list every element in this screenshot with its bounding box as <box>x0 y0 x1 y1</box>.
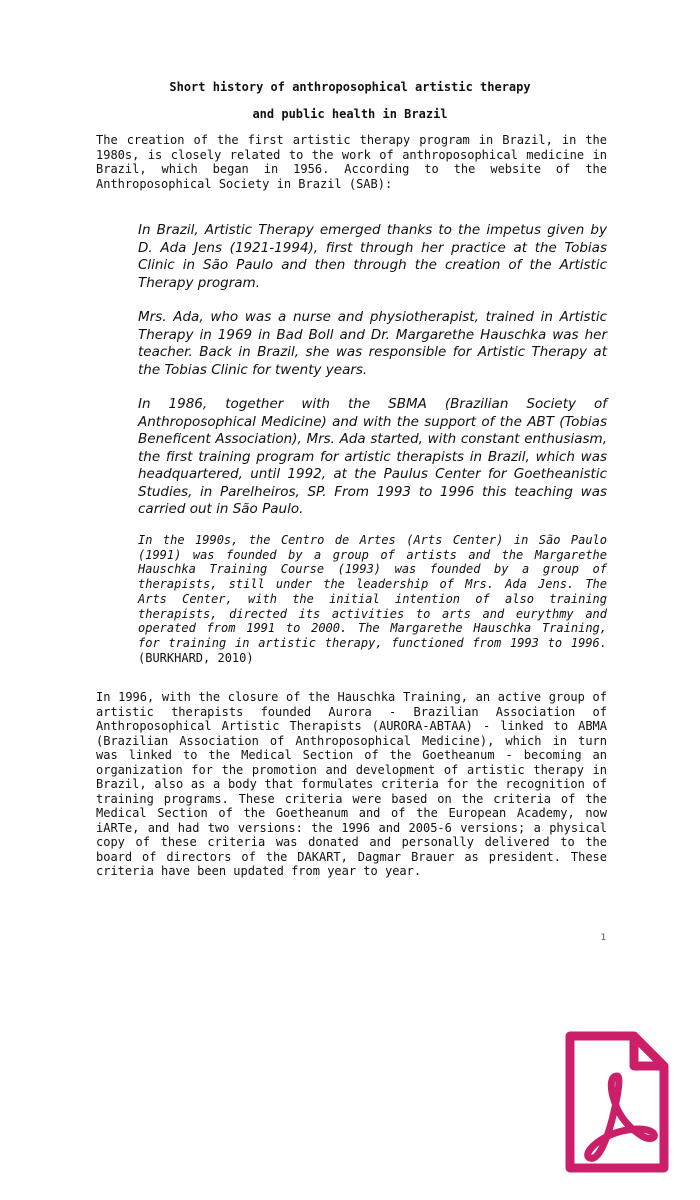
page-number: 1 <box>600 933 606 943</box>
pdf-file-icon[interactable] <box>560 1030 672 1176</box>
document-title-line-1: Short history of anthroposophical artistic therapy <box>169 80 531 94</box>
quote-paragraph-4: In the 1990s, the Centro de Artes (Arts Center) in São Paulo (1991) was founded by a group of artists and the Margarethe Hauschka Training Course (1993) was founded by a group of therapists, still under the leadership of Mrs. Ada Jens. The Arts Center, with the initial intention of also training therapists, directed its activities to arts and eurythmy and operated from 1991 to 2000. The Margarethe Hauschka Training, for training in artistic therapy, functioned from 1993 to 1996. <box>138 533 607 650</box>
intro-paragraph: The creation of the first artistic therapy program in Brazil, in the 1980s, is closely related to the work of anthroposophical medicine in Brazil, which began in 1956. According to the website of the Anthroposophical Society in Brazil (SAB): <box>96 133 607 191</box>
document-title-line-2: and public health in Brazil <box>252 107 448 121</box>
closing-paragraph: In 1996, with the closure of the Hauschka Training, an active group of artistic therapists founded Aurora - Brazilian Association of Anthroposophical Artistic Therapists (AURORA-ABTAA) - linked to ABMA (Brazilian Association of Anthroposophical Medicine), which in turn was linked to the Medical Section of the Goetheanum - becoming an organization for the promotion and development of artistic therapy in Brazil, also as a body that formulates criteria for the recognition of training programs. These criteria were based on the criteria of the Medical Section of the Goetheanum and of the European Academy, now iARTe, and had two versions: the 1996 and 2005-6 versions; a physical copy of these criteria was donated and personally delivered to the board of directors of the DAKART, Dagmar Brauer as president. These criteria have been updated from year to year. <box>96 690 607 878</box>
quote-paragraph-2: Mrs. Ada, who was a nurse and physiotherapist, trained in Artistic Therapy in 1969 in Bad Boll and Dr. Margarethe Hauschka was her teacher. Back in Brazil, she was responsible for Artistic Therapy at the Tobias Clinic for twenty years. <box>138 309 607 378</box>
quote-paragraph-3: In 1986, together with the SBMA (Brazilian Society of Anthroposophical Medicine) and with the support of the ABT (Tobias Beneficent Association), Mrs. Ada started, with constant enthusiasm, the first training program for artistic therapists in Brazil, which was headquartered, until 1992, at the Paulus Center for Goetheanistic Studies, in Parelheiros, SP. From 1993 to 1996 this teaching was carried out in São Paulo. <box>138 396 607 517</box>
quote-paragraph-1: In Brazil, Artistic Therapy emerged thanks to the impetus given by D. Ada Jens (1921-1994), first through her practice at the Tobias Clinic in São Paulo and then through the creation of the Artistic Therapy program. <box>138 222 607 291</box>
quote-paragraph-4-block <box>138 533 607 665</box>
quote-citation: (BURKHARD, 2010) <box>138 650 254 665</box>
